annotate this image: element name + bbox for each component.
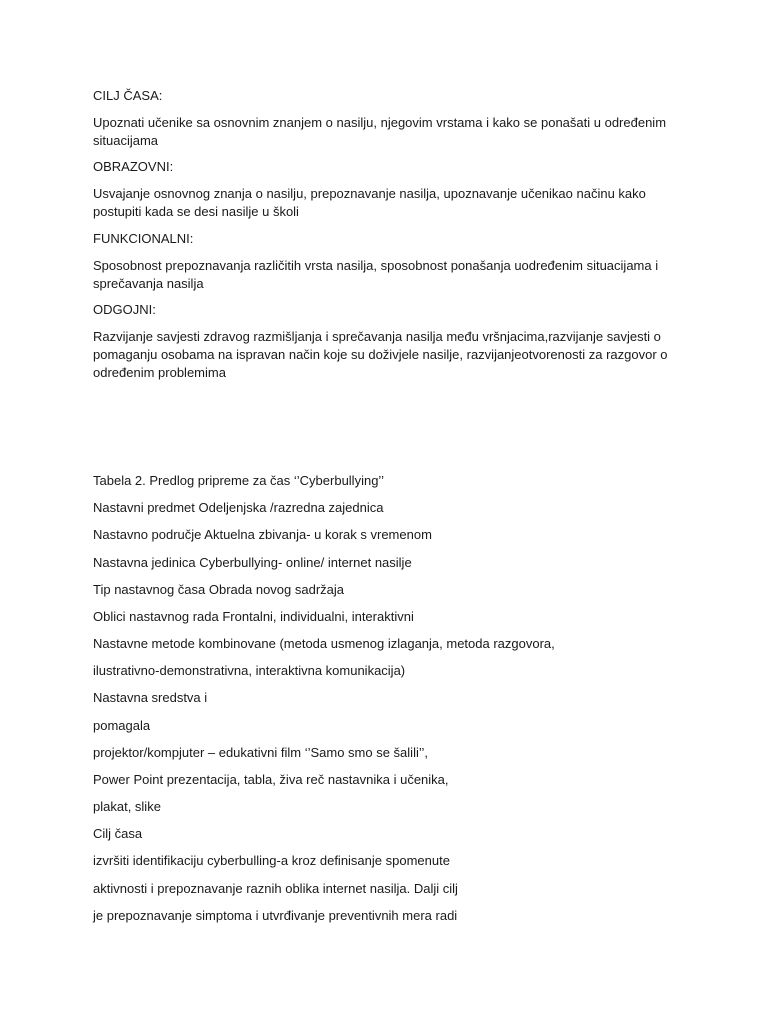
text-line-identifikacija: izvršiti identifikaciju cyberbulling-a kroz definisanje spomenute [93,853,450,868]
text-line-metode-cont: ilustrativno-demonstrativna, interaktivna komunikacija) [93,663,406,678]
paragraph-obrazovni: Usvajanje osnovnog znanja o nasilju, prepoznavanje nasilja, upoznavanje učenikao načinu kako postupiti kada se desi nasilje u školi [93,186,646,219]
text-line-tip-casa: Tip nastavnog časa Obrada novog sadržaja [93,582,345,597]
text-line-sredstva: Nastavna sredstva i [93,690,208,705]
text-line-predmet: Nastavni predmet Odeljenjska /razredna zajednica [93,500,384,515]
text-line-podrucje: Nastavno područje Aktuelna zbivanja- u korak s vremenom [93,527,432,542]
text-line-oblici-rada: Oblici nastavnog rada Frontalni, individualni, interaktivni [93,609,414,624]
table-caption: Tabela 2. Predlog pripreme za čas ‘’Cyberbullying’’ [93,473,384,488]
text-line-aktivnosti: aktivnosti i prepoznavanje raznih oblika internet nasilja. Dalji cilj [93,881,458,896]
text-line-projektor: projektor/kompjuter – edukativni film ‘’Samo smo se šalili’’, [93,745,428,760]
text-line-plakat: plakat, slike [93,799,161,814]
text-line-pomagala: pomagala [93,718,151,733]
text-line-metode: Nastavne metode kombinovane (metoda usmenog izlaganja, metoda razgovora, [93,636,555,651]
text-line-jedinica: Nastavna jedinica Cyberbullying- online/ internet nasilje [93,555,412,570]
paragraph-odgojni: Razvijanje savjesti zdravog razmišljanja i sprečavanja nasilja među vršnjacima,razvijanje savjesti o pomaganju osobama na ispravan način koje su doživjele nasilje, razvijanjeotvorenosti za razgovor o određenim problemima [93,329,668,380]
text-line-power-point: Power Point prezentacija, tabla, živa reč nastavnika i učenika, [93,772,449,787]
heading-odgojni: ODGOJNI: [93,302,156,317]
text-line-simptomi: je prepoznavanje simptoma i utvrđivanje preventivnih mera radi [93,908,458,923]
text-line-cilj-casa: Cilj časa [93,826,143,841]
heading-cilj-casa: CILJ ČASA: [93,88,163,103]
paragraph-cilj-casa: Upoznati učenike sa osnovnim znanjem o nasilju, njegovim vrstama i kako se ponašati u određenim situacijama [93,115,667,148]
paragraph-funkcionalni: Sposobnost prepoznavanja različitih vrsta nasilja, sposobnost ponašanja uodređenim situacijama i sprečavanja nasilja [93,258,659,291]
heading-funkcionalni: FUNKCIONALNI: [93,231,194,246]
heading-obrazovni: OBRAZOVNI: [93,159,174,174]
